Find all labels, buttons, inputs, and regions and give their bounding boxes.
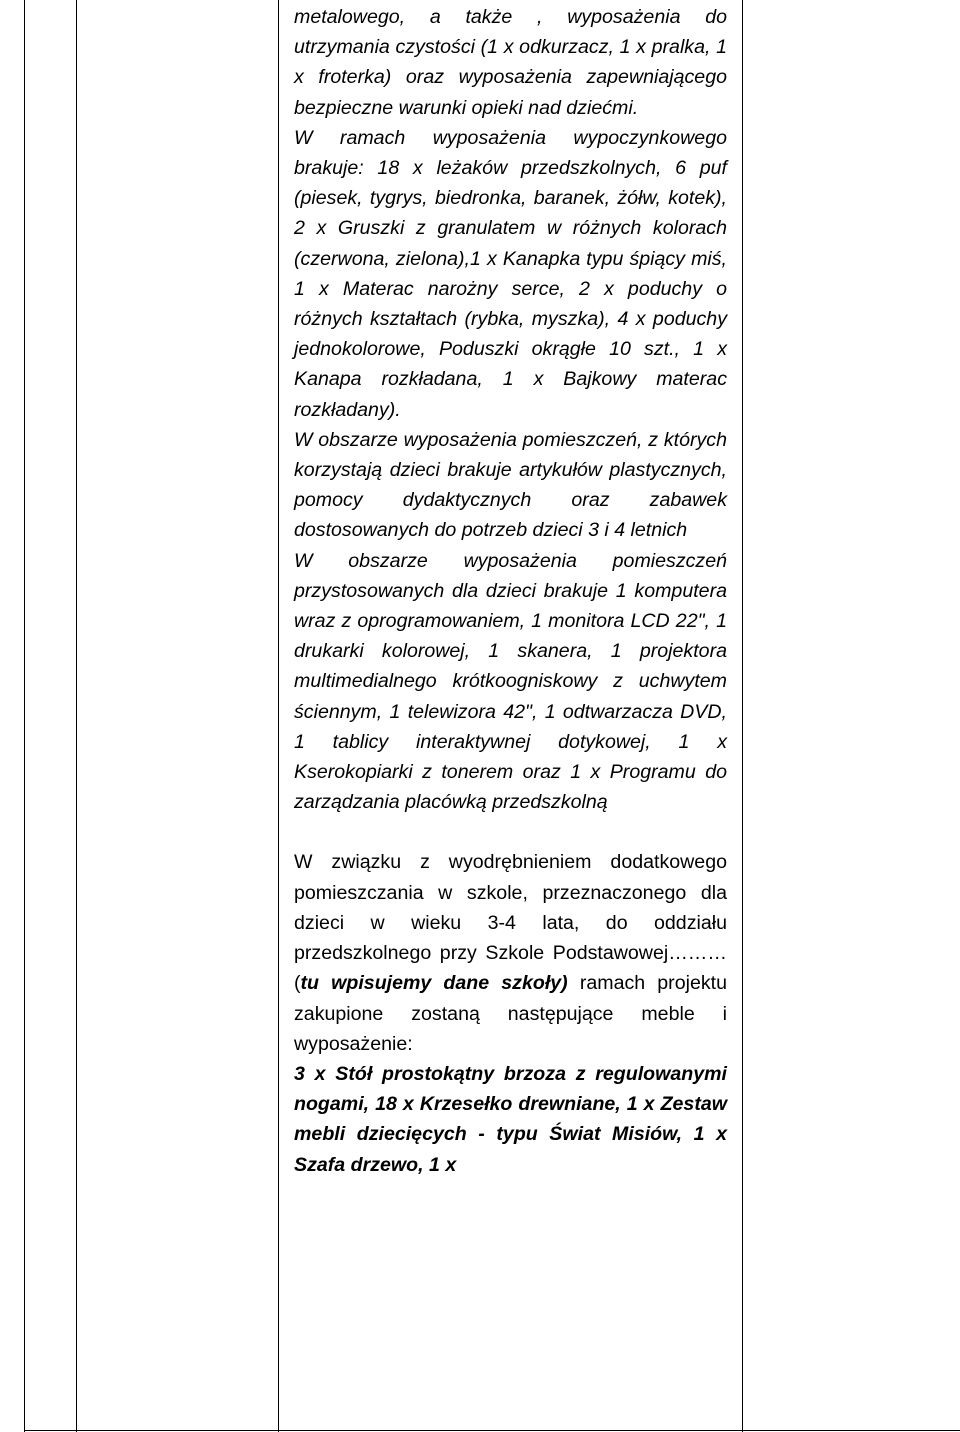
paragraph-purchase-intro: W związku z wyodrębnieniem dodatkowego pomieszczania w szkole, przeznaczonego dla dzieci w wieku 3-4 lata, do oddziału przedszkolnego przy Szkole Podstawowej……… (tu wpisujemy dane szkoły) ramach projektu zakupione zostaną następujące meble i wyposażenie: bbox=[294, 851, 727, 1055]
table-border-col4 bbox=[742, 0, 743, 1432]
paragraph-rest-equipment: W ramach wyposażenia wypoczynkowego brakuje: 18 x leżaków przedszkolnych, 6 puf (piesek, tygrys, biedronka, baranek, żółw, kotek), 2 x Gruszki z granulatem w różnych kolorach (czerwona, zielona),1 x Kanapka typu śpiący miś, 1 x Materac narożny serce, 2 x poduchy o różnych kształtach (rybka, myszka), 4 x poduchy jednokolorowe, Poduszki okrągłe 10 szt., 1 x Kanapa rozkładana, 1 x Bajkowy materac rozkładany). bbox=[294, 126, 727, 421]
paragraph-furniture-list: 3 x Stół prostokątny brzoza z regulowanymi nogami, 18 x Krzesełko drewniane, 1 x Zestaw mebli dziecięcych - typu Świat Misiów, 1 x Szafa drzewo, 1 x bbox=[294, 1062, 727, 1176]
paragraph-art-supplies: W obszarze wyposażenia pomieszczeń, z których korzystają dzieci brakuje artykułów plastycznych, pomocy dydaktycznych oraz zabawek dostosowanych do potrzeb dzieci 3 i 4 letnich bbox=[294, 428, 727, 542]
description-cell bbox=[294, 2, 727, 1180]
paragraph-cleaning-equipment: metalowego, a także , wyposażenia do utrzymania czystości (1 x odkurzacz, 1 x pralka, 1 x froterka) oraz wyposażenia zapewniającego bezpieczne warunki opieki nad dziećmi. bbox=[294, 6, 727, 119]
purchase-section bbox=[294, 847, 727, 1179]
table-border-col2 bbox=[76, 0, 77, 1432]
missing-equipment-section bbox=[294, 2, 727, 817]
school-name-placeholder: tu wpisujemy dane szkoły) bbox=[300, 972, 568, 995]
paragraph-gap bbox=[294, 817, 727, 847]
table-border-bottom bbox=[24, 1430, 960, 1431]
paragraph-it-equipment: W obszarze wyposażenia pomieszczeń przystosowanych dla dzieci brakuje 1 komputera wraz z oprogramowaniem, 1 monitora LCD 22", 1 drukarki kolorowej, 1 skanera, 1 projektora multimedialnego krótkoogniskowy z uchwytem ściennym, 1 telewizora 42", 1 odtwarzacza DVD, 1 tablicy interaktywnej dotykowej, 1 x Kserokopiarki z tonerem oraz 1 x Programu do zarządzania placówką przedszkolną bbox=[294, 549, 727, 814]
table-border-col3 bbox=[278, 0, 279, 1432]
table-border-left bbox=[24, 0, 25, 1432]
